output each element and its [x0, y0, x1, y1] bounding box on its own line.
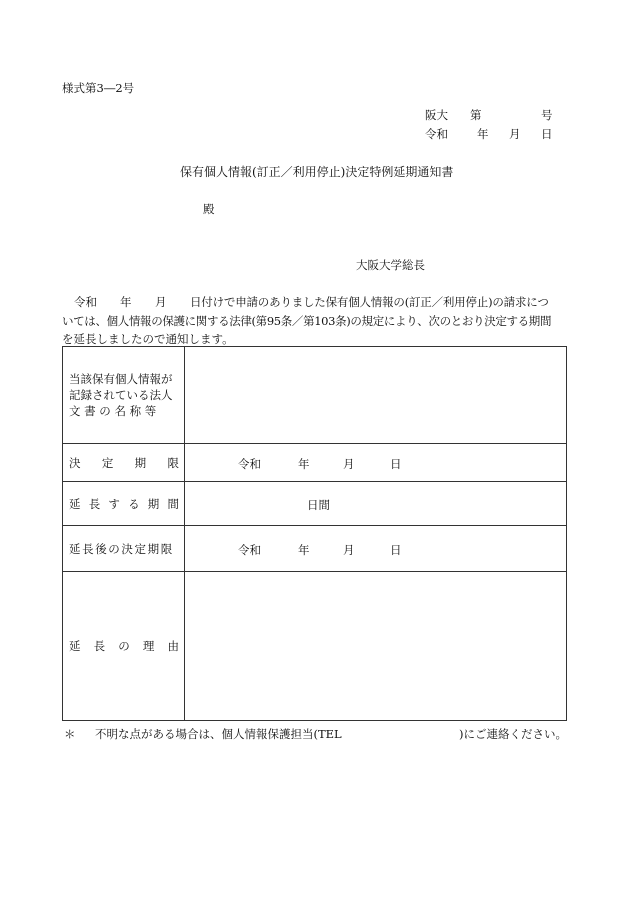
label-char: 決 — [69, 455, 81, 470]
day: 日 — [390, 457, 402, 471]
label-char: 長 — [93, 639, 106, 653]
month: 月 — [343, 543, 355, 557]
label-char: す — [108, 496, 120, 511]
new-deadline-value[interactable] — [185, 526, 566, 571]
ref-dai: 第 — [470, 108, 482, 122]
era: 令和 — [238, 457, 261, 471]
body-month: 月 — [155, 295, 167, 309]
body-line2: いては、個人情報の保護に関する法律(第95条／第103条)の規定により、次のとおり決定する期間 — [62, 314, 552, 328]
body-era: 令和 — [74, 295, 97, 309]
month: 月 — [343, 457, 355, 471]
label-char: 定 — [101, 455, 114, 470]
label-char: 期 — [134, 455, 147, 470]
row-new-deadline — [63, 526, 566, 572]
label-line: 文 書 の 名 称 等 — [69, 404, 157, 418]
date-day: 日 — [541, 127, 553, 141]
info-table — [62, 346, 567, 721]
ref-org: 阪大 — [425, 108, 448, 122]
date-era: 令和 — [425, 127, 448, 141]
body-line3: を延長しましたので通知します。 — [62, 332, 234, 346]
label-char: 由 — [167, 639, 179, 653]
label-line: 当該保有個人情報が — [69, 372, 173, 386]
label: 延長後の決定期限 — [69, 541, 174, 556]
label-char: 間 — [167, 496, 179, 511]
date-year: 年 — [477, 127, 489, 141]
label-char: 長 — [88, 496, 101, 511]
ref-go: 号 — [541, 108, 553, 122]
row-extension-period — [63, 482, 566, 526]
year: 年 — [298, 543, 310, 557]
issuer: 大阪大学総長 — [356, 258, 425, 272]
label-char: 理 — [142, 639, 155, 653]
body-line1: 日付けで申請のありました保有個人情報の(訂正／利用停止)の請求につ — [190, 295, 549, 309]
row-document-name — [63, 347, 566, 444]
decision-deadline-value[interactable] — [185, 444, 566, 481]
row-decision-deadline — [63, 444, 566, 482]
body-year: 年 — [120, 295, 132, 309]
label-char: 延 — [69, 496, 81, 511]
label-char: 延 — [69, 639, 81, 653]
addressee-suffix: 殿 — [203, 202, 215, 216]
days-unit: 日間 — [307, 498, 330, 512]
footer-close: )にご連絡ください。 — [459, 727, 567, 741]
era: 令和 — [238, 543, 261, 557]
form-number: 様式第3―2号 — [62, 81, 135, 95]
label-line: 記録されている法人 — [69, 388, 173, 402]
row-reason — [63, 572, 566, 720]
label-char: の — [118, 639, 130, 653]
document-title: 保有個人情報(訂正／利用停止)決定特例延期通知書 — [180, 165, 454, 179]
reason-value[interactable] — [185, 572, 566, 720]
extension-period-value[interactable] — [185, 482, 566, 525]
asterisk: ＊ — [64, 727, 76, 741]
date-month: 月 — [509, 127, 521, 141]
label-char: る — [128, 496, 140, 511]
document-name-value[interactable] — [185, 347, 566, 443]
label-char: 期 — [147, 496, 160, 511]
footer-text: 不明な点がある場合は、個人情報保護担当(TEL — [95, 727, 342, 741]
day: 日 — [390, 543, 402, 557]
label-char: 限 — [167, 455, 179, 470]
year: 年 — [298, 457, 310, 471]
